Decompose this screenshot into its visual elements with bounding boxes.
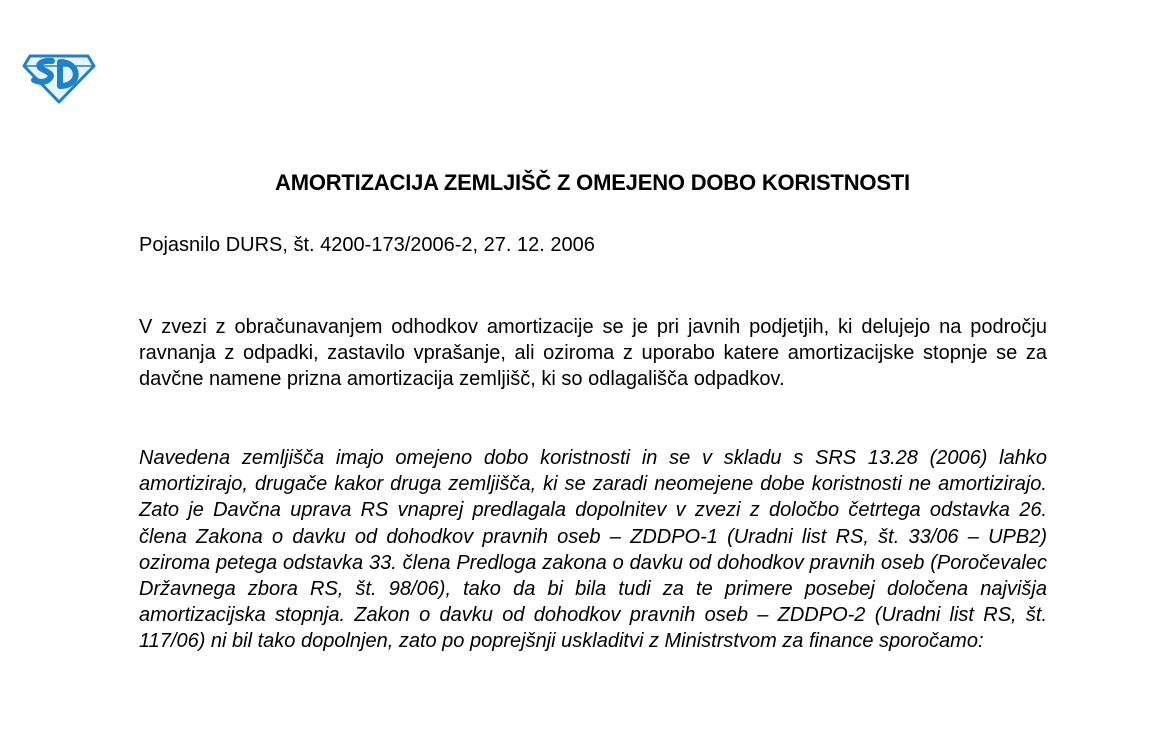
paragraph-explanation: Navedena zemljišča imajo omejeno dobo koristnosti in se v skladu s SRS 13.28 (2006) lahko amortizirajo, drugače kakor druga zemljišča, ki se zaradi neomejene dobe koristnosti ne amortizirajo. Zato je Davčna uprava RS vnaprej predlagala dopolnitev v zvezi z določbo četrtega odstavka 26. člena Zakona o davku od dohodkov pravnih oseb – ZDDPO-1 (Uradni list RS, št. 33/06 – UPB2) oziroma petega odstavka 33. člena Predloga zakona o davku od dohodkov pravnih oseb (Poročevalec Državnega zbora RS, št. 98/06), tako da bi bila tudi za te primere posebej določena najvišja amortizacijska stopnja. Zakon o davku od dohodkov pravnih oseb – ZDDPO-2 (Uradni list RS, št. 117/06) ni bil tako dopolnjen, zato po poprejšnji uskladitvi z Ministrstvom za finance sporočamo:: [139, 447, 1047, 653]
paragraph-intro: V zvezi z obračunavanjem odhodkov amortizacije se je pri javnih podjetjih, ki delujejo na področju ravnanja z odpadki, zastavilo vprašanje, ali oziroma z uporabo katere amortizacijske stopnje se za davčne namene prizna amortizacija zemljišč, ki so odlagališča odpadkov.: [139, 316, 1047, 391]
company-logo: [22, 50, 96, 104]
document-reference: Pojasnilo DURS, št. 4200-173/2006-2, 27. 12. 2006: [139, 234, 595, 256]
document-title: AMORTIZACIJA ZEMLJIŠČ Z OMEJENO DOBO KORISTNOSTI: [275, 170, 910, 195]
shield-logo-icon: [22, 50, 96, 104]
